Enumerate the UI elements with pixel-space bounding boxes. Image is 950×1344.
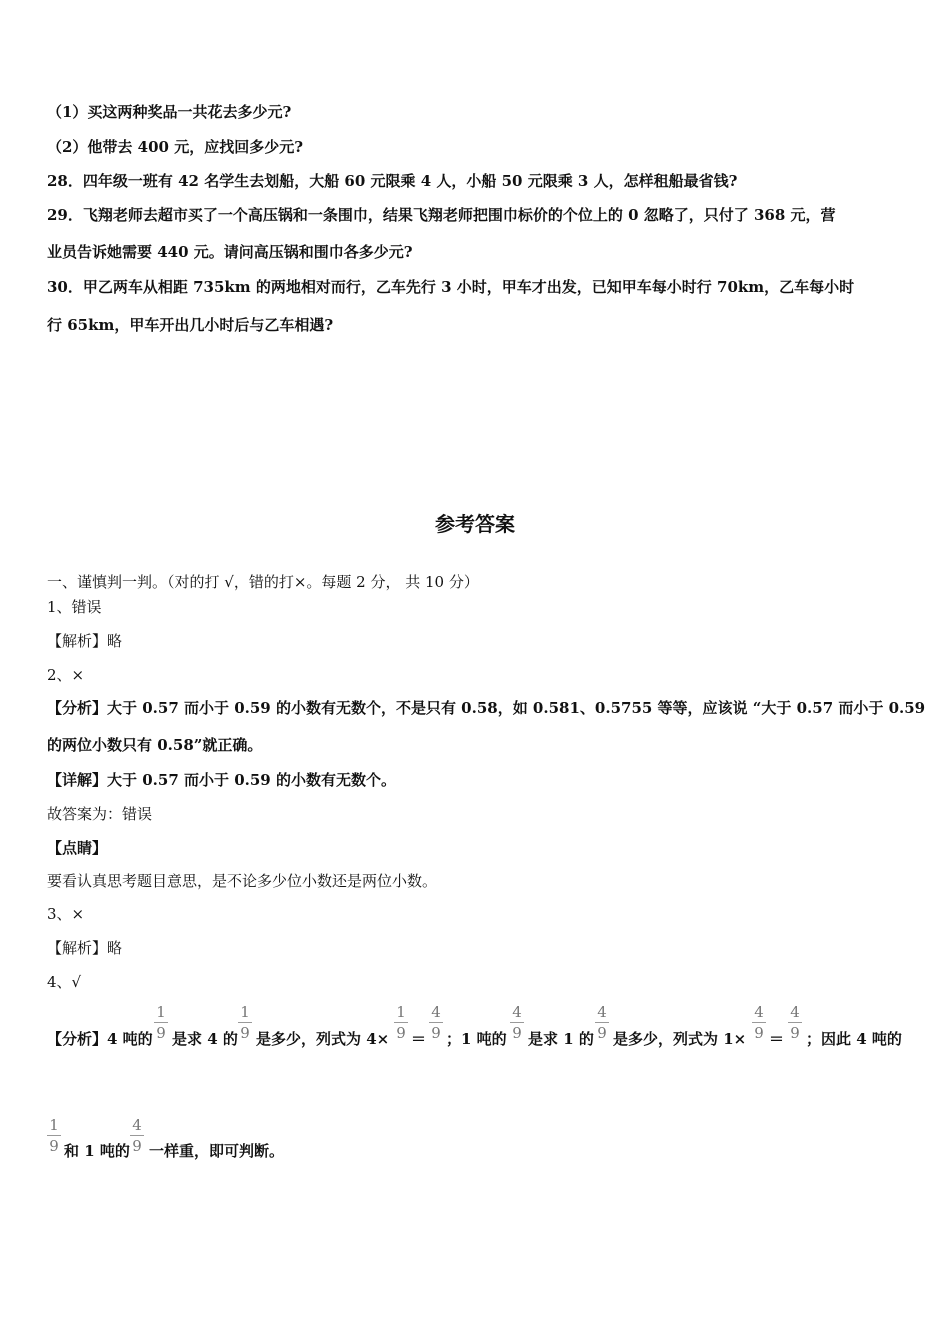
answer-3: 3、× bbox=[47, 905, 85, 923]
fraction-1-9: 1 9 bbox=[154, 1004, 168, 1041]
a4-text-5: ；1 吨的 bbox=[446, 1030, 507, 1048]
a4-text-6: 是求 1 的 bbox=[528, 1030, 594, 1048]
question-1-part-1: （1）买这两种奖品一共花去多少元? bbox=[47, 103, 292, 121]
a4-text-7: 是多少，列式为 1× bbox=[613, 1030, 747, 1048]
fraction-4-9: 4 9 bbox=[595, 1004, 609, 1041]
fraction-1-9: 1 9 bbox=[47, 1117, 61, 1154]
a4-text-9: ；因此 4 吨的 bbox=[806, 1030, 902, 1048]
answer-2-analysis-line-2: 的两位小数只有 0.58”就正确。 bbox=[47, 736, 263, 754]
a4-text-2: 是求 4 的 bbox=[172, 1030, 238, 1048]
fraction-4-9: 4 9 bbox=[752, 1004, 766, 1041]
question-29-line-1: 29．飞翔老师去超市买了一个高压锅和一条围巾，结果飞翔老师把围巾标价的个位上的 0 忽略了，只付了 368 元，营 bbox=[47, 206, 836, 224]
a4-text-4: ＝ bbox=[411, 1030, 427, 1048]
answer-2-analysis-line-1: 【分析】大于 0.57 而小于 0.59 的小数有无数个，不是只有 0.58，如 0.581、0.5755 等等，应该说 “大于 0.57 而小于 0.59 bbox=[47, 699, 926, 717]
a4-text-10: 和 1 吨的 bbox=[64, 1142, 130, 1160]
section-1-heading: 一、谨慎判一判。（对的打 √，错的打×。每题 2 分， 共 10 分） bbox=[47, 573, 479, 591]
answers-title: 参考答案 bbox=[435, 512, 515, 536]
answer-2-tip: 要看认真思考题目意思，是不论多少位小数还是两位小数。 bbox=[47, 872, 438, 890]
answer-3-note: 【解析】略 bbox=[47, 939, 123, 957]
a4-text-1: 【分析】4 吨的 bbox=[47, 1030, 153, 1048]
question-29-line-2: 业员告诉她需要 440 元。请问高压锅和围巾各多少元? bbox=[47, 243, 413, 261]
answer-4: 4、√ bbox=[47, 973, 82, 991]
fraction-4-9: 4 9 bbox=[788, 1004, 802, 1041]
fraction-1-9: 1 9 bbox=[238, 1004, 252, 1041]
question-1-part-2: （2）他带去 400 元，应找回多少元? bbox=[47, 138, 303, 156]
fraction-4-9: 4 9 bbox=[429, 1004, 443, 1041]
a4-text-8: ＝ bbox=[769, 1030, 785, 1048]
a4-text-11: 一样重，即可判断。 bbox=[149, 1142, 285, 1160]
answer-2-tip-label: 【点睛】 bbox=[47, 839, 108, 857]
question-28: 28．四年级一班有 42 名学生去划船，大船 60 元限乘 4 人，小船 50 元限乘 3 人，怎样租船最省钱? bbox=[47, 172, 738, 190]
fraction-4-9: 4 9 bbox=[130, 1117, 144, 1154]
a4-text-3: 是多少，列式为 4× bbox=[256, 1030, 390, 1048]
question-30-line-1: 30．甲乙两车从相距 735km 的两地相对而行，乙车先行 3 小时，甲车才出发，已知甲车每小时行 70km，乙车每小时 bbox=[47, 278, 855, 296]
answer-2-result: 故答案为：错误 bbox=[47, 805, 153, 823]
answer-2: 2、× bbox=[47, 666, 85, 684]
fraction-1-9: 1 9 bbox=[394, 1004, 408, 1041]
answer-2-detail: 【详解】大于 0.57 而小于 0.59 的小数有无数个。 bbox=[47, 771, 396, 789]
answer-1: 1、错误 bbox=[47, 598, 102, 616]
question-30-line-2: 行 65km，甲车开出几小时后与乙车相遇? bbox=[47, 316, 334, 334]
answer-1-note: 【解析】略 bbox=[47, 632, 123, 650]
fraction-4-9: 4 9 bbox=[510, 1004, 524, 1041]
